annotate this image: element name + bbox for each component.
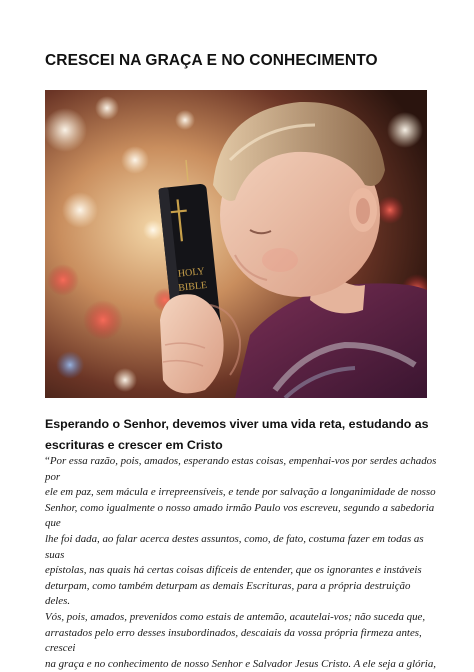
body-line: Senhor, como igualmente o nosso amado irmão Paulo vos escreveu, segundo a sabedoria que	[45, 501, 435, 530]
page-title: CRESCEI NA GRAÇA E NO CONHECIMENTO	[45, 52, 378, 69]
body-line: arrastados pelo erro desses insubordinados, descaiais da vossa própria firmeza antes, crescei	[45, 626, 422, 655]
body-line: ele em paz, sem mácula e irrepreensíveis, e tende por salvação a longanimidade de nosso	[45, 486, 436, 499]
article-subtitle: Esperando o Senhor, devemos viver uma vida reta, estudando as escrituras e crescer em Cristo	[45, 417, 429, 452]
bible-cover-text-bible: BIBLE	[177, 279, 208, 294]
boy-praying-with-bible-photo	[45, 90, 427, 398]
body-line: epístolas, nas quais há certas coisas difíceis de entender, que os ignorantes e instáveis	[45, 564, 422, 577]
article-body	[45, 454, 437, 672]
body-line: deturpam, como também deturpam as demais Escrituras, para a própria destruição deles.	[45, 579, 411, 608]
body-line: lhe foi dada, ao falar acerca destes assuntos, como, de fato, costuma fazer em todas as suas	[45, 532, 424, 561]
body-line: Vós, pois, amados, prevenidos como estais de antemão, acautelai-vos; não suceda que,	[45, 610, 426, 623]
bible-cover-text-holy: HOLY	[177, 266, 206, 280]
body-line: na graça e no conhecimento de nosso Senhor e Salvador Jesus Cristo. A ele seja a glória,	[45, 657, 437, 670]
body-line: “Por essa razão, pois, amados, esperando estas coisas, empenhai-vos por serdes achados por	[45, 455, 437, 483]
opening-quote-mark: “	[45, 455, 50, 467]
